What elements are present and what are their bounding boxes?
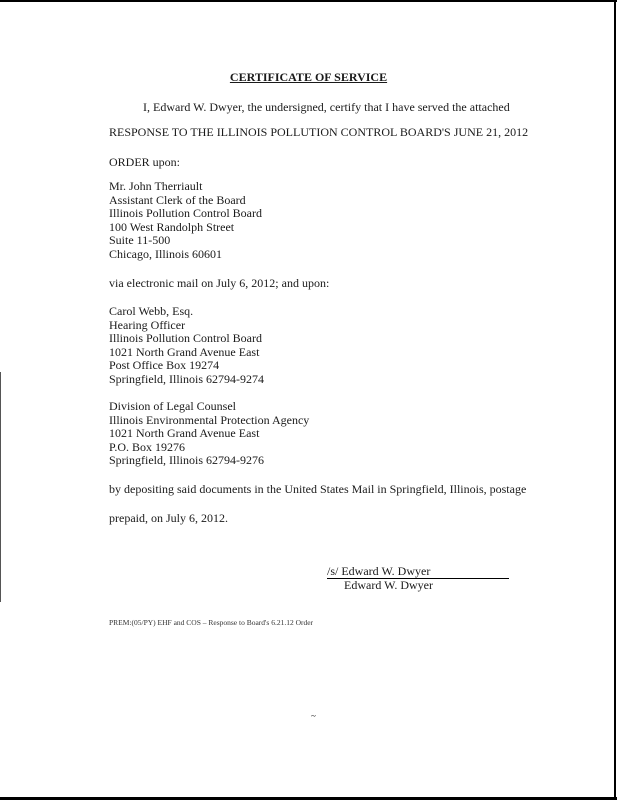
via-email-text: via electronic mail on July 6, 2012; and upon: bbox=[109, 276, 330, 290]
scan-border-right bbox=[614, 0, 616, 800]
address-line: Illinois Environmental Protection Agency bbox=[109, 412, 310, 427]
address-line: P.O. Box 19276 bbox=[109, 439, 186, 454]
recipient-clerk-address bbox=[109, 180, 262, 261]
document-heading: CERTIFICATE OF SERVICE bbox=[229, 70, 388, 84]
order-upon-text: ORDER upon: bbox=[109, 155, 181, 169]
electronic-signature: /s/ Edward W. Dwyer bbox=[327, 564, 431, 578]
address-line: Mr. John Therriault bbox=[109, 179, 203, 193]
signature-line bbox=[327, 565, 509, 579]
address-line: Chicago, Illinois 60601 bbox=[109, 246, 222, 261]
recipient-hearing-officer-address bbox=[109, 305, 264, 386]
intro-text: I, Edward W. Dwyer, the undersigned, certify that I have served the attached bbox=[143, 100, 510, 114]
address-line: 1021 North Grand Avenue East bbox=[109, 344, 260, 359]
address-line: Division of Legal Counsel bbox=[109, 399, 236, 413]
address-line: Assistant Clerk of the Board bbox=[109, 192, 246, 207]
address-line: Illinois Pollution Control Board bbox=[109, 206, 263, 220]
scan-edge-mark bbox=[0, 372, 1, 602]
address-line: Springfield, Illinois 62794-9276 bbox=[109, 453, 264, 467]
address-line: Carol Webb, Esq. bbox=[109, 304, 194, 318]
document-title: RESPONSE TO THE ILLINOIS POLLUTION CONTROL BOARD'S JUNE 21, 2012 bbox=[109, 125, 529, 139]
address-line: 100 West Randolph Street bbox=[109, 219, 235, 234]
scan-border-top bbox=[0, 0, 617, 2]
address-line: Springfield, Illinois 62794-9274 bbox=[109, 371, 264, 386]
recipient-legal-counsel-address bbox=[109, 400, 309, 468]
address-line: Hearing Officer bbox=[109, 317, 186, 332]
address-line: Illinois Pollution Control Board bbox=[109, 331, 263, 345]
mail-statement-date: prepaid, on July 6, 2012. bbox=[109, 511, 228, 525]
page-mark: ~ bbox=[311, 711, 316, 721]
mail-statement: by depositing said documents in the United States Mail in Springfield, Illinois, postage bbox=[109, 482, 527, 496]
signer-name: Edward W. Dwyer bbox=[344, 578, 433, 592]
address-line: Post Office Box 19274 bbox=[109, 358, 220, 372]
address-line: Suite 11-500 bbox=[109, 233, 171, 247]
address-line: 1021 North Grand Avenue East bbox=[109, 426, 260, 440]
document-reference-footer: PREM:(05/PY) EHF and COS – Response to Board's 6.21.12 Order bbox=[109, 618, 314, 627]
